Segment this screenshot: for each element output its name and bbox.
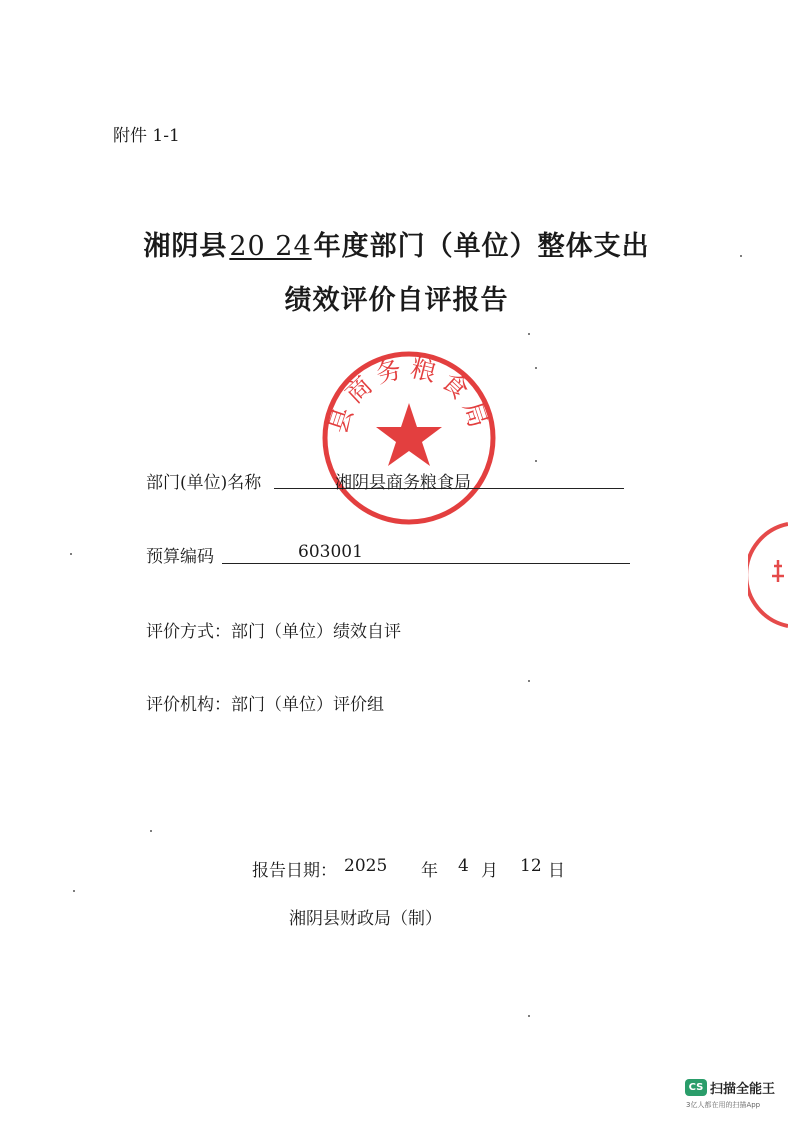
scan-speck	[73, 890, 75, 892]
attachment-label: 附件 1-1	[113, 126, 180, 146]
title-year: 20 24	[229, 231, 312, 262]
evaluation-method: 评价方式：部门（单位）绩效自评	[146, 622, 401, 642]
report-date-year-unit: 年	[421, 861, 438, 881]
department-value: 湘阴县商务粮食局	[335, 473, 471, 493]
report-title-line2: 绩效评价自评报告	[284, 285, 509, 316]
evaluation-body: 评价机构：部门（单位）评价组	[146, 695, 384, 715]
report-date-day: 12	[520, 856, 542, 876]
official-seal-icon	[316, 345, 502, 531]
partial-seal-icon	[748, 520, 788, 630]
report-date-label: 报告日期：	[252, 861, 337, 881]
seal-ring-text: 县商务粮食局	[323, 353, 495, 437]
scan-speck	[150, 830, 152, 832]
scan-speck	[528, 333, 530, 335]
scan-speck	[528, 1015, 530, 1017]
report-date-month-unit: 月	[481, 861, 498, 881]
issuer-line: 湘阴县财政局（制）	[289, 909, 442, 929]
scan-speck	[528, 680, 530, 682]
scan-speck	[535, 367, 537, 369]
title-suffix: 年度部门（单位）整体支出	[313, 231, 650, 262]
scan-speck	[70, 553, 72, 555]
report-title-line1	[0, 224, 793, 263]
scanner-logo-icon: CS	[685, 1079, 707, 1096]
budget-code-label: 预算编码	[146, 547, 214, 567]
budget-code-underline	[222, 563, 630, 564]
department-label: 部门(单位)名称	[146, 473, 262, 493]
report-date-year: 2025	[344, 856, 388, 876]
scan-speck	[740, 255, 742, 257]
report-date-day-unit: 日	[548, 861, 565, 881]
scanner-app-name: 扫描全能王	[710, 1082, 776, 1097]
budget-code-value: 603001	[298, 542, 363, 562]
scanner-app-tagline: 3亿人都在用的扫描App	[686, 1101, 761, 1109]
report-date-month: 4	[458, 856, 469, 876]
title-prefix: 湘阴县	[143, 231, 228, 262]
scan-speck	[535, 460, 537, 462]
